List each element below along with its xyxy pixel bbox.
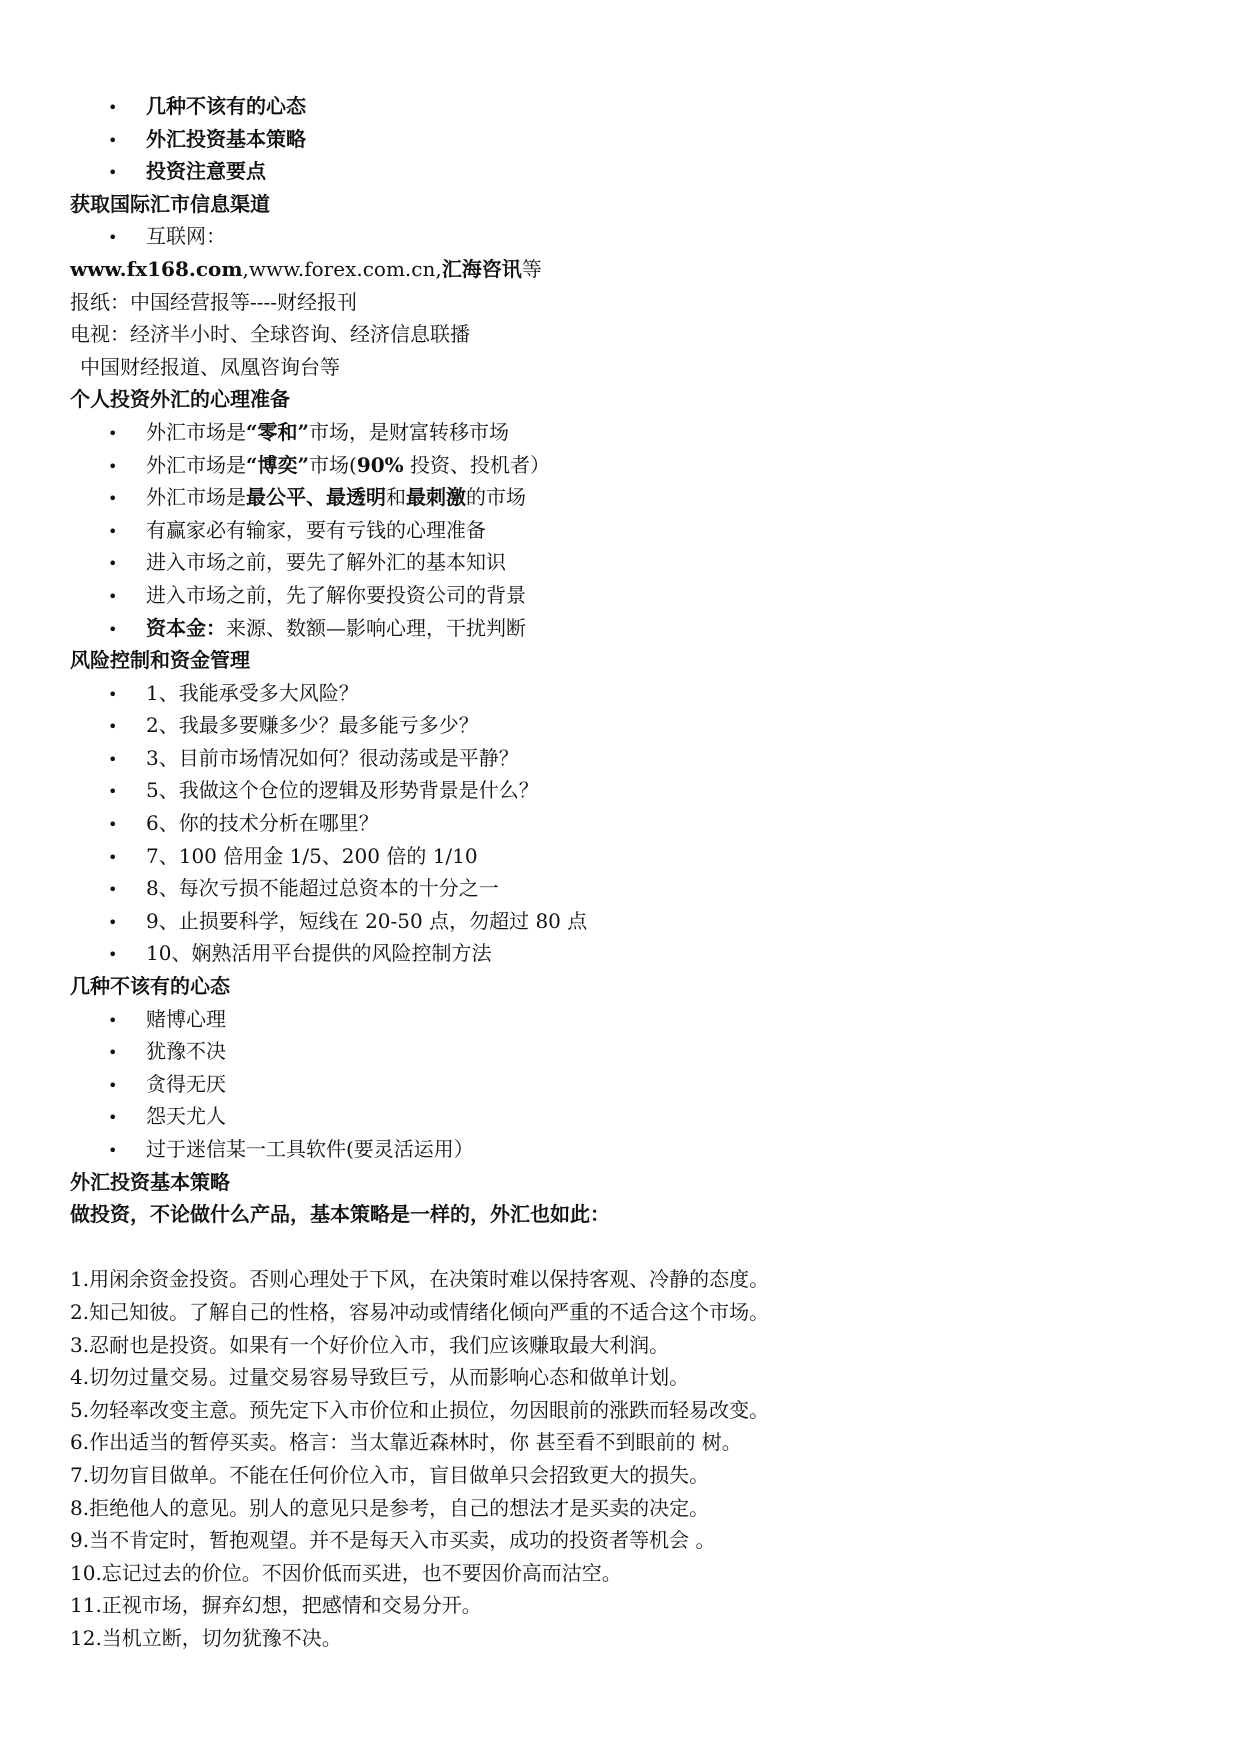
psych-item-7 [70,612,1180,645]
text-run: 市场( [309,452,357,477]
mindset-item-1 [70,1003,1180,1036]
psych-item-4 [70,514,1180,547]
bullet-dot-icon: • [108,815,118,835]
mindset-item-5 [70,1133,1180,1166]
toc-item-notes [70,155,1180,188]
text-run: 2.知己知彼。了解自己的性格，容易冲动或情绪化倾向严重的不适合这个市场。 [70,1299,770,1324]
text-run: 外汇投资基本策略 [70,1169,230,1194]
bullet-dot-icon: • [108,554,118,574]
blank-line [70,1231,1180,1264]
text-run: 等 [521,256,542,281]
bullet-dot-icon: • [108,847,118,867]
text-run: 外汇市场是 [146,485,246,510]
text-run: 电视：经济半小时、全球咨询、经济信息联播 [70,322,470,347]
mindset-item-4 [70,1100,1180,1133]
heading-bad-mindset [70,970,1180,1003]
text-run: 贪得无厌 [146,1071,226,1096]
heading-psych-prep [70,383,1180,416]
strategy-item-8 [70,1492,1180,1525]
text-run: 过于迷信某一工具软件(要灵活运用） [146,1137,474,1161]
strategy-item-10 [70,1557,1180,1590]
text-run: 9、止损要科学，短线在 20-50 点，勿超过 80 点 [146,908,588,933]
bullet-dot-icon: • [108,912,118,932]
text-run: 个人投资外汇的心理准备 [70,387,290,412]
psych-item-2 [70,449,1180,482]
text-run: 进入市场之前，先了解你要投资公司的背景 [146,582,526,607]
text-run: 最刺激 [406,485,466,510]
risk-item-7 [70,840,1180,873]
bullet-dot-icon: • [108,586,118,606]
text-run: 1、我能承受多大风险？ [146,680,359,705]
bullet-dot-icon: • [108,489,118,509]
channel-newspaper [70,286,1180,319]
strategy-item-1 [70,1263,1180,1296]
text-run: 汇海咨讯 [441,256,522,281]
text-run: 和 [386,485,406,510]
text-run: 几种不该有的心态 [146,94,306,118]
text-run: 5.勿轻率改变主意。预先定下入市价位和止损位，勿因眼前的涨跌而轻易改变。 [70,1397,770,1422]
bullet-dot-icon: • [108,945,118,965]
risk-item-3 [70,742,1180,775]
toc-item-strategy [70,123,1180,156]
text-run: 6、你的技术分析在哪里？ [146,811,379,836]
text-run: 6.作出适当的暂停买卖。格言：当太靠近森林时，你 甚至看不到眼前的 树。 [70,1430,742,1455]
text-run: 怨天尤人 [146,1104,226,1129]
channel-tv [70,318,1180,351]
strategy-item-5 [70,1394,1180,1427]
text-run: 投资注意要点 [146,159,266,184]
psych-item-6 [70,579,1180,612]
text-run: 10、娴熟活用平台提供的风险控制方法 [146,941,492,966]
text-run: 5、我做这个仓位的逻辑及形势背景是什么？ [146,778,539,803]
text-run: 8、每次亏损不能超过总资本的十分之一 [146,876,499,901]
risk-item-10 [70,937,1180,970]
bullet-dot-icon: • [108,619,118,639]
text-run: 外汇市场是 [146,419,246,444]
text-run: 10.忘记过去的价位。不因价低而买进，也不要因价高而沽空。 [70,1560,622,1585]
text-run: 12.当机立断，切勿犹豫不决。 [70,1625,342,1650]
text-run: 犹豫不决 [146,1039,226,1064]
text-run: 资本金： [146,615,226,640]
strategy-item-4 [70,1361,1180,1394]
strategy-item-9 [70,1524,1180,1557]
text-run: 赌博心理 [146,1006,226,1031]
text-run: “零和” [246,419,310,444]
bullet-dot-icon: • [108,1010,118,1030]
text-run: 3.忍耐也是投资。如果有一个好价位入市，我们应该赚取最大利润。 [70,1332,670,1357]
text-run: 互联网： [146,224,226,249]
risk-item-2 [70,709,1180,742]
text-run: 3、目前市场情况如何？很动荡或是平静？ [146,745,519,770]
bullet-dot-icon: • [108,782,118,802]
bullet-dot-icon: • [108,130,118,150]
text-run: ,www.forex.com.cn, [242,256,442,281]
psych-item-5 [70,546,1180,579]
risk-item-5 [70,774,1180,807]
mindset-item-3 [70,1068,1180,1101]
text-run: 做投资，不论做什么产品，基本策略是一样的，外汇也如此： [70,1202,610,1227]
heading-info-channels [70,188,1180,221]
text-run: 投资、投机者） [403,452,551,477]
risk-item-8 [70,872,1180,905]
risk-item-1 [70,677,1180,710]
risk-item-9 [70,905,1180,938]
bullet-dot-icon: • [108,1108,118,1128]
bullet-dot-icon: • [108,163,118,183]
bullet-dot-icon: • [108,521,118,541]
risk-item-6 [70,807,1180,840]
bullet-dot-icon: • [108,717,118,737]
bullet-dot-icon: • [108,684,118,704]
text-run: 有赢家必有输家，要有亏钱的心理准备 [146,517,486,542]
text-run: 报纸：中国经营报等----财经报刊 [70,289,358,314]
strategy-item-7 [70,1459,1180,1492]
heading-risk-control [70,644,1180,677]
text-run: 4.切勿过量交易。过量交易容易导致巨亏，从而影响心态和做单计划。 [70,1365,690,1390]
text-run: 8.拒绝他人的意见。别人的意见只是参考，自己的想法才是买卖的决定。 [70,1495,710,1520]
text-run: 11.正视市场，摒弃幻想，把感情和交易分开。 [70,1593,482,1618]
strategy-intro [70,1198,1180,1231]
text-run: 外汇投资基本策略 [146,126,306,151]
text-run: 1.用闲余资金投资。否则心理处于下风，在决策时难以保持客观、冷静的态度。 [70,1267,770,1292]
bullet-dot-icon: • [108,1043,118,1063]
text-run: 进入市场之前，要先了解外汇的基本知识 [146,550,506,575]
psych-item-3 [70,481,1180,514]
text-run: 来源、数额—影响心理，干扰判断 [226,615,526,640]
bullet-dot-icon: • [108,228,118,248]
strategy-item-11 [70,1589,1180,1622]
text-run: 2、我最多要赚多少？最多能亏多少？ [146,713,479,738]
heading-basic-strategy [70,1166,1180,1199]
strategy-item-6 [70,1426,1180,1459]
text-run: 市场，是财富转移市场 [309,419,510,444]
text-run: 90% [356,452,404,477]
bullet-dot-icon: • [108,880,118,900]
text-run: 外汇市场是 [146,452,246,477]
channel-websites [70,253,1180,286]
bullet-dot-icon: • [108,1075,118,1095]
bullet-dot-icon: • [108,98,118,117]
channel-tv-more [70,351,1180,384]
bullet-dot-icon: • [108,749,118,769]
bullet-dot-icon: • [108,423,118,443]
text-run: 中国财经报道、凤凰咨询台等 [80,354,340,379]
strategy-item-12 [70,1622,1180,1655]
mindset-item-2 [70,1035,1180,1068]
text-run: 几种不该有的心态 [70,974,230,999]
text-run: 7、100 倍用金 1/5、200 倍的 1/10 [146,843,478,868]
psych-item-1 [70,416,1180,449]
bullet-dot-icon: • [108,1141,118,1160]
text-run: 风险控制和资金管理 [70,648,250,673]
channel-internet [70,220,1180,253]
text-run: 获取国际汇市信息渠道 [70,191,270,216]
text-run: “博奕” [246,452,310,477]
strategy-item-3 [70,1329,1180,1362]
text-run: www.fx168.com [70,256,243,281]
toc-item-mindset [70,90,1180,123]
text-run: 最公平、最透明 [246,485,386,510]
text-run: 7.切勿盲目做单。不能在任何价位入市，盲目做单只会招致更大的损失。 [70,1462,710,1487]
text-run: 的市场 [466,485,526,510]
document-page [70,90,1180,1655]
text-run: 9.当不肯定时，暂抱观望。并不是每天入市买卖，成功的投资者等机会 。 [70,1528,716,1553]
strategy-item-2 [70,1296,1180,1329]
bullet-dot-icon: • [108,456,118,476]
